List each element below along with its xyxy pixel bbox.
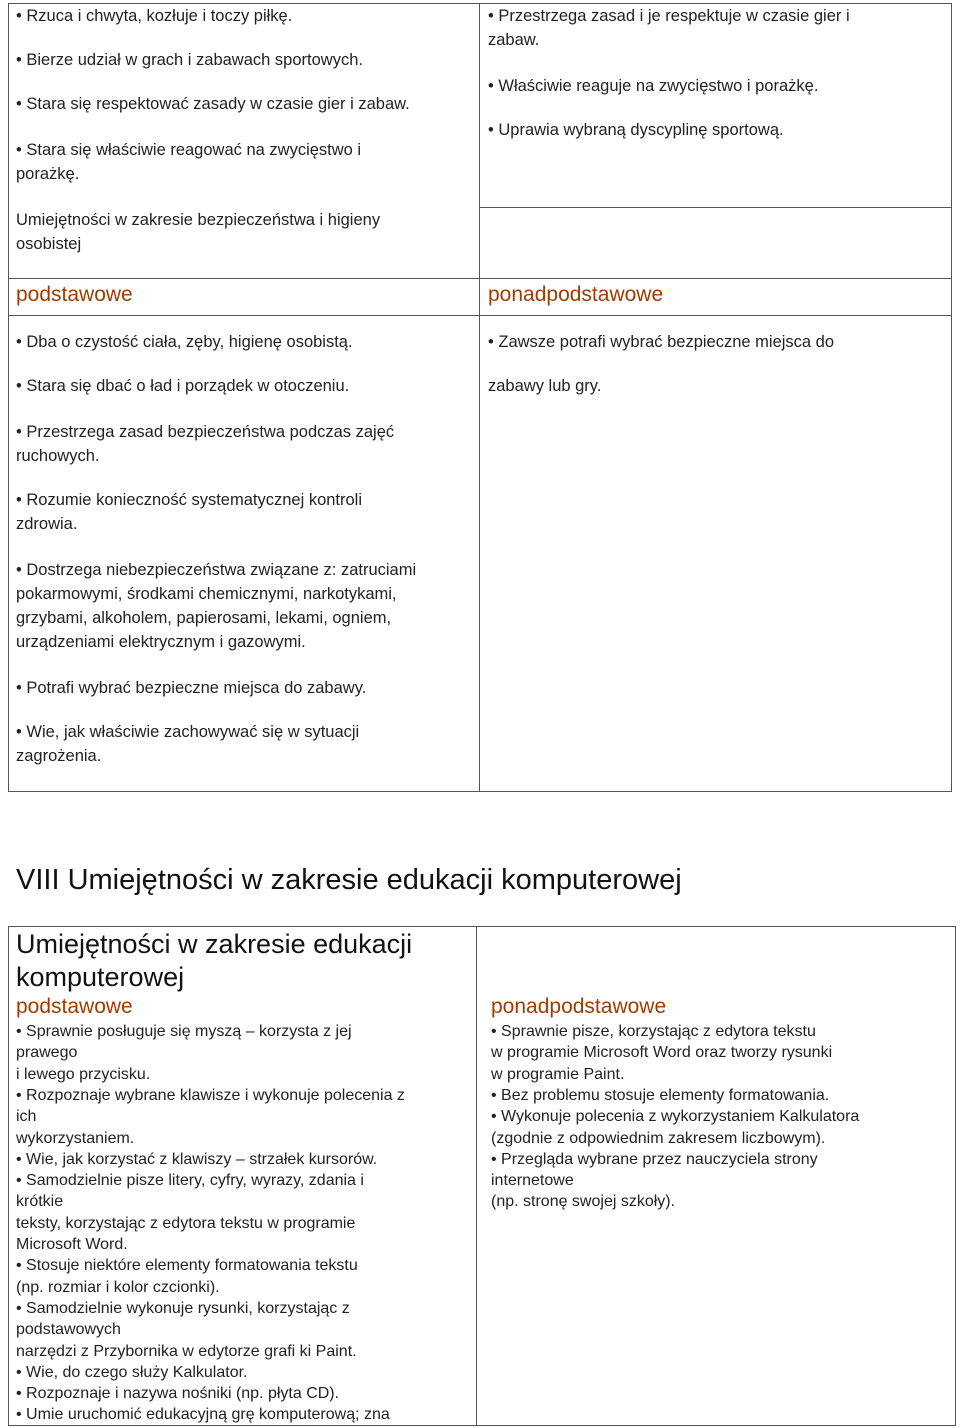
table2-border-top	[8, 926, 956, 927]
section-title: VIII Umiejętności w zakresie edukacji komputerowej	[16, 864, 682, 896]
list-item: • Przestrzega zasad bezpieczeństwa podczas zajęć	[16, 420, 394, 444]
table1-row-divider-right	[479, 207, 952, 208]
label-advanced: ponadpodstawowe	[488, 283, 664, 306]
list-item-cont: urządzeniami elektrycznym i gazowymi.	[16, 633, 306, 651]
table1-border-left	[8, 3, 9, 792]
list-line: • Sprawnie posługuje się myszą – korzysta z jej	[16, 1023, 352, 1040]
list-item-cont: zagrożenia.	[16, 747, 102, 765]
list-line: • Umie uruchomić edukacyjną grę komputerową; zna	[16, 1406, 390, 1424]
table1-row-divider-full-2	[8, 315, 952, 316]
section-heading-cont: osobistej	[16, 235, 82, 253]
list-item: • Zawsze potrafi wybrać bezpieczne miejsca do	[488, 330, 834, 354]
list-line: prawego	[16, 1044, 78, 1062]
list-item-cont: zabaw.	[488, 31, 540, 49]
list-line: • Wie, do czego służy Kalkulator.	[16, 1363, 248, 1381]
list-item: • Bierze udział w grach i zabawach sportowych.	[16, 48, 363, 72]
list-item: • Dba o czystość ciała, zęby, higienę osobistą.	[16, 330, 353, 354]
table2-border-right	[955, 926, 956, 1426]
list-item-cont: ruchowych.	[16, 447, 100, 465]
list-item: • Stara się właściwie reagować na zwycięstwo i	[16, 138, 361, 162]
list-item: • Uprawia wybraną dyscyplinę sportową.	[488, 118, 784, 142]
list-line: podstawowych	[16, 1321, 121, 1339]
list-line: • Rozpoznaje i nazywa nośniki (np. płyta CD).	[16, 1385, 340, 1403]
section-heading: Umiejętności w zakresie bezpieczeństwa i higieny	[16, 211, 381, 229]
list-line: • Wie, jak korzystać z klawiszy – strzałek kursorów.	[16, 1150, 378, 1168]
list-item-cont: zdrowia.	[16, 515, 78, 533]
table1-border-right	[951, 3, 952, 792]
label-basic: podstawowe	[16, 283, 133, 306]
list-line: (zgodnie z odpowiednim zakresem liczbowym).	[491, 1129, 826, 1147]
list-line: • Bez problemu stosuje elementy formatowania.	[491, 1086, 830, 1104]
list-line: w programie Microsoft Word oraz tworzy rysunki	[491, 1044, 833, 1062]
list-item: • Stara się dbać o ład i porządek w otoczeniu.	[16, 374, 349, 398]
list-item: • Potrafi wybrać bezpieczne miejsca do zabawy.	[16, 676, 366, 700]
list-item: • Właściwie reaguje na zwycięstwo i porażkę.	[488, 74, 818, 98]
list-line: (np. rozmiar i kolor czcionki).	[16, 1278, 220, 1296]
list-line: internetowe	[491, 1172, 574, 1190]
list-item: • Dostrzega niebezpieczeństwa związane z: zatruciami	[16, 558, 416, 582]
box-title-cont: komputerowej	[16, 962, 185, 992]
list-line: wykorzystaniem.	[16, 1129, 135, 1147]
list-line: w programie Paint.	[491, 1065, 625, 1083]
list-line: • Samodzielnie pisze litery, cyfry, wyrazy, zdania i	[16, 1172, 364, 1190]
list-item: • Stara się respektować zasady w czasie gier i zabaw.	[16, 92, 410, 116]
list-line: • Samodzielnie wykonuje rysunki, korzystając z	[16, 1299, 350, 1317]
table1-border-middle	[479, 3, 480, 792]
label-advanced: ponadpodstawowe	[491, 995, 667, 1018]
list-line: krótkie	[16, 1193, 64, 1211]
table1-row-divider-full	[8, 278, 952, 279]
list-line: • Rozpoznaje wybrane klawisze i wykonuje polecenia z	[16, 1086, 405, 1104]
list-item: • Rzuca i chwyta, kozłuje i toczy piłkę.	[16, 4, 292, 28]
list-line: Microsoft Word.	[16, 1236, 128, 1253]
list-item-cont: porażkę.	[16, 165, 80, 183]
list-item-cont: pokarmowymi, środkami chemicznymi, narkotykami,	[16, 585, 397, 603]
list-item-cont: zabawy lub gry.	[488, 377, 602, 395]
list-line: teksty, korzystając z edytora tekstu w programie	[16, 1214, 356, 1232]
table2-border-middle	[476, 926, 477, 1426]
table1-border-bottom	[8, 791, 952, 792]
list-item-cont: grzybami, alkoholem, papierosami, lekami, ogniem,	[16, 609, 392, 627]
list-item: • Przestrzega zasad i je respektuje w czasie gier i	[488, 4, 850, 28]
list-line: • Wykonuje polecenia z wykorzystaniem Kalkulatora	[491, 1108, 860, 1126]
list-line: (np. stronę swojej szkoły).	[491, 1193, 676, 1211]
list-line: ich	[16, 1108, 37, 1126]
table2-border-left	[8, 926, 9, 1426]
list-line: i lewego przycisku.	[16, 1065, 151, 1083]
list-line: • Przegląda wybrane przez nauczyciela strony	[491, 1150, 818, 1168]
list-line: • Stosuje niektóre elementy formatowania tekstu	[16, 1257, 358, 1275]
box-title: Umiejętności w zakresie edukacji	[16, 929, 413, 959]
list-item: • Rozumie konieczność systematycznej kontroli	[16, 488, 362, 512]
list-line: • Sprawnie pisze, korzystając z edytora tekstu	[491, 1023, 816, 1040]
label-basic: podstawowe	[16, 995, 133, 1018]
list-item: • Wie, jak właściwie zachowywać się w sytuacji	[16, 720, 359, 744]
list-line: narzędzi z Przybornika w edytorze grafi ki Paint.	[16, 1342, 357, 1360]
